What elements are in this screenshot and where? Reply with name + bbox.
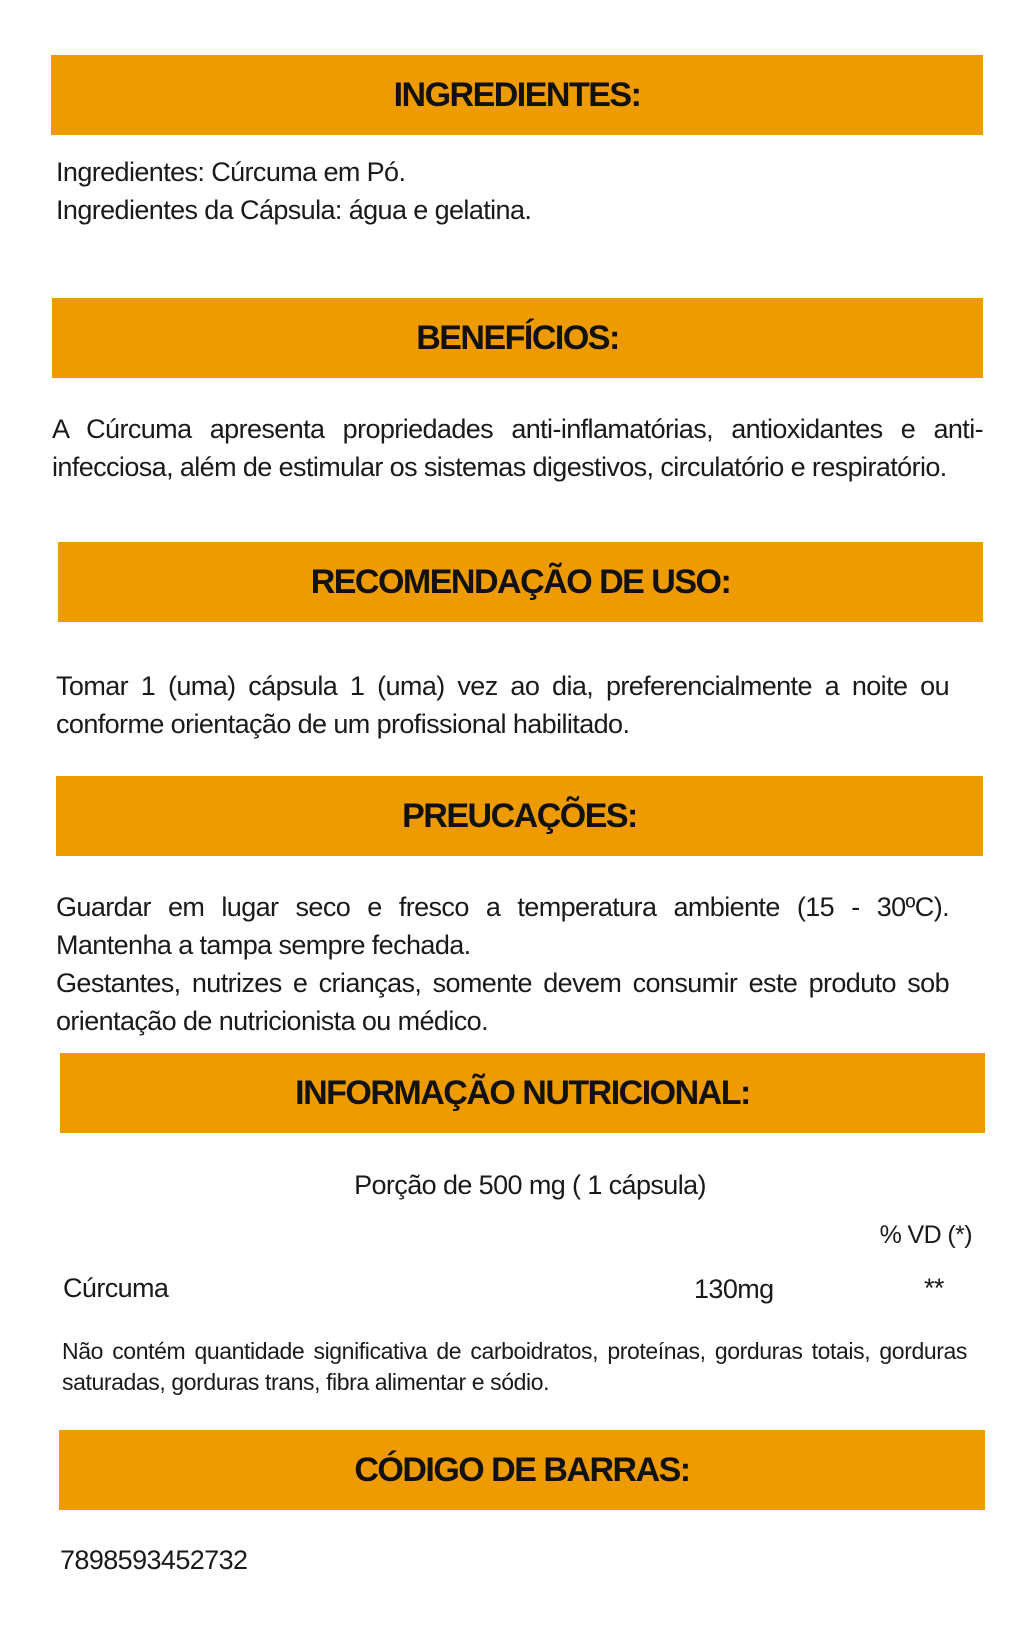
usage-paragraph: Tomar 1 (uma) cápsula 1 (uma) vez ao dia, preferencialmente a noite ou conforme orientação de um profissional habilitado. <box>56 671 949 739</box>
ingredients-text <box>56 153 956 229</box>
benefits-banner <box>52 298 983 378</box>
nutrition-note-text: Não contém quantidade significativa de carboidratos, proteínas, gorduras totais, gorduras saturadas, gorduras trans, fibra alimentar e sódio. <box>62 1338 967 1395</box>
barcode-banner <box>59 1430 985 1510</box>
nutrition-title: INFORMAÇÃO NUTRICIONAL: <box>295 1073 750 1112</box>
barcode-value: 7898593452732 <box>60 1545 248 1575</box>
precautions-paragraph-1: Guardar em lugar seco e fresco a temperatura ambiente (15 - 30ºC). Mantenha a tampa sempre fechada. <box>56 892 949 960</box>
barcode-title: CÓDIGO DE BARRAS: <box>354 1450 690 1489</box>
ingredients-banner <box>51 55 983 135</box>
nutrition-row-amount: 130mg <box>694 1274 774 1304</box>
precautions-title: PREUCAÇÕES: <box>402 796 637 835</box>
precautions-banner <box>56 776 983 856</box>
benefits-paragraph: A Cúrcuma apresenta propriedades anti-inflamatórias, antioxidantes e anti-infecciosa, além de estimular os sistemas digestivos, circulatório e respiratório. <box>52 414 983 482</box>
ingredients-title: INGREDIENTES: <box>393 75 641 114</box>
nutrition-vd-header: % VD (*) <box>879 1221 972 1249</box>
precautions-paragraph-2: Gestantes, nutrizes e crianças, somente devem consumir este produto sob orientação de nutricionista ou médico. <box>56 968 949 1036</box>
precautions-text <box>56 888 949 1040</box>
nutrition-note <box>62 1336 967 1398</box>
nutrition-portion: Porção de 500 mg ( 1 cápsula) <box>354 1170 706 1200</box>
usage-text <box>56 667 949 743</box>
nutrition-row-vd: ** <box>924 1273 944 1303</box>
ingredients-line-2: Ingredientes da Cápsula: água e gelatina. <box>56 195 532 225</box>
usage-title: RECOMENDAÇÃO DE USO: <box>310 562 731 601</box>
nutrition-row-name: Cúrcuma <box>63 1273 169 1303</box>
benefits-title: BENEFÍCIOS: <box>416 318 619 357</box>
nutrition-banner <box>60 1053 985 1133</box>
benefits-text <box>52 410 983 486</box>
usage-banner <box>58 542 983 622</box>
ingredients-line-1: Ingredientes: Cúrcuma em Pó. <box>56 157 406 187</box>
